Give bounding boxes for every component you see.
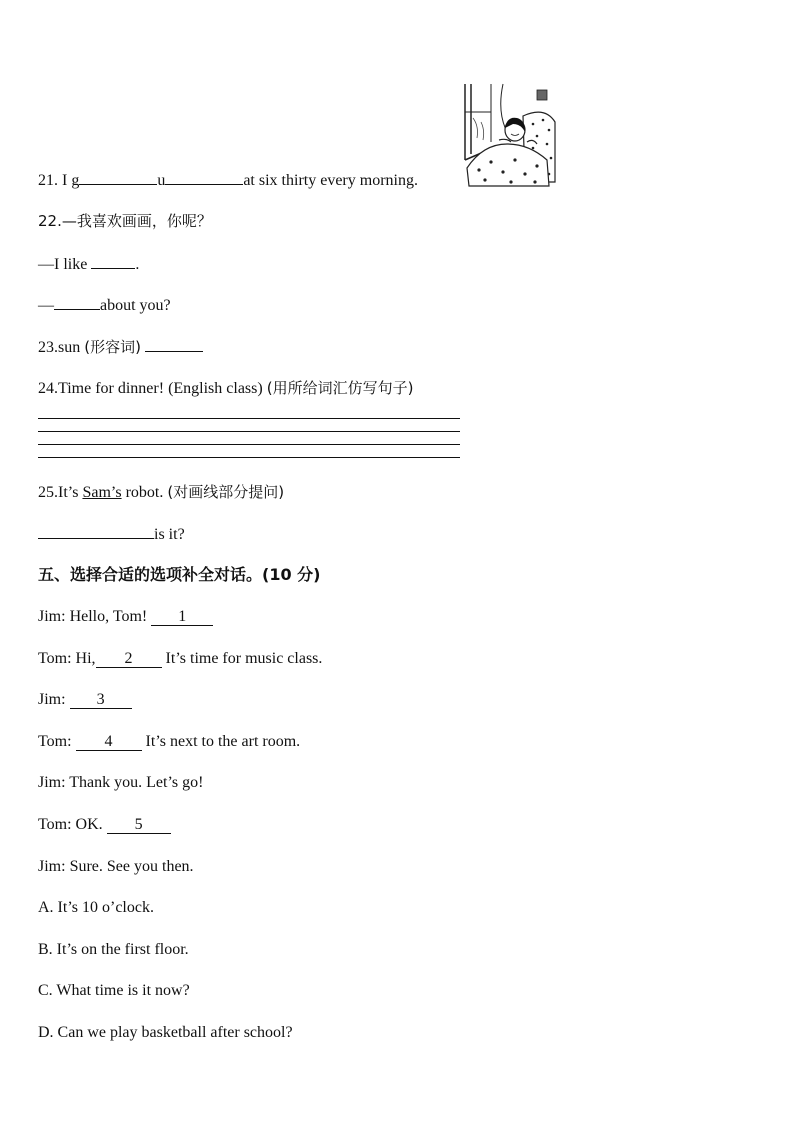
writing-line: [38, 432, 460, 445]
q22-line2-a: —: [38, 297, 54, 314]
section-5-heading: 五、选择合适的选项补全对话。(10 分): [38, 565, 321, 584]
q22-blank-1[interactable]: [91, 254, 135, 269]
question-22-prompt: [38, 211, 212, 232]
dialogue-speaker-text: Jim: Hello, Tom!: [38, 608, 148, 625]
q22-line2-b: about you?: [100, 297, 171, 314]
option-b: [38, 940, 189, 960]
q21-blank-2[interactable]: [165, 170, 243, 185]
q23-b: (形容词): [84, 338, 141, 356]
q22-line1-a: —I like: [38, 256, 88, 273]
option-d: [38, 1023, 293, 1043]
dialogue-speaker-text: Tom: Hi,: [38, 650, 96, 667]
question-25: [38, 482, 284, 503]
question-22-line-1: [38, 254, 139, 275]
writing-line: [38, 445, 460, 458]
q25-a: 25.It’s: [38, 484, 79, 501]
q25-underlined-word: Sam’s: [82, 484, 122, 501]
section-5-title: [38, 565, 320, 586]
q25-b: robot.: [125, 484, 164, 501]
question-25-line-2: [38, 524, 185, 545]
question-23: [38, 337, 203, 358]
option-text: D. Can we play basketball after school?: [38, 1024, 293, 1041]
girl-waking-up-illustration: [463, 82, 559, 188]
option-text: A. It’s 10 o’clock.: [38, 899, 154, 916]
dialogue-blank-4[interactable]: 4: [76, 734, 142, 751]
dialogue-blank-1[interactable]: 1: [151, 609, 213, 626]
dialogue-speaker-text: Tom:: [38, 733, 72, 750]
dialogue-line-6: [38, 815, 171, 835]
q21-text-c: at six thirty every morning.: [243, 172, 418, 189]
option-c: [38, 981, 190, 1001]
q21-text-a: I g: [62, 172, 80, 189]
q23-blank[interactable]: [145, 337, 203, 352]
bed-scene-icon: [463, 82, 559, 188]
q24-b: (用所给词汇仿写句子): [266, 379, 414, 397]
dialogue-blank-2[interactable]: 2: [96, 651, 162, 668]
q25-line2: is it?: [154, 526, 185, 543]
dialogue-line-2: [38, 649, 322, 669]
dialogue-line-7: [38, 857, 194, 877]
dialogue-line-3: [38, 690, 132, 710]
q21-number-label: 21.: [38, 172, 62, 189]
dialogue-line-5: [38, 773, 203, 793]
q25-c: (对画线部分提问): [167, 483, 285, 501]
option-text: B. It’s on the first floor.: [38, 941, 189, 958]
option-text: C. What time is it now?: [38, 982, 190, 999]
q21-text-b: u: [157, 172, 166, 189]
dialogue-blank-5[interactable]: 5: [107, 817, 171, 834]
option-a: [38, 898, 154, 918]
dialogue-speaker-text: Tom: OK.: [38, 816, 103, 833]
dialogue-after-text: It’s next to the art room.: [145, 733, 301, 750]
q21-blank-1[interactable]: [79, 170, 157, 185]
dialogue-speaker-text: Jim: Sure. See you then.: [38, 858, 194, 875]
q22-prompt: 22.—我喜欢画画，你呢？: [38, 212, 212, 230]
q22-line1-b: .: [135, 256, 140, 273]
dialogue-speaker-text: Jim:: [38, 691, 66, 708]
question-24: [38, 378, 413, 399]
dialogue-line-1: [38, 607, 213, 627]
question-21: [38, 170, 418, 191]
q23-a: 23.sun: [38, 339, 81, 356]
q24-a: 24.Time for dinner! (English class): [38, 380, 263, 397]
writing-line: [38, 419, 460, 432]
q24-writing-area[interactable]: [38, 418, 460, 458]
dialogue-speaker-text: Jim: Thank you. Let’s go!: [38, 774, 204, 791]
dialogue-after-text: It’s time for music class.: [165, 650, 323, 667]
q22-blank-2[interactable]: [54, 295, 100, 310]
question-22-line-2: [38, 295, 171, 316]
dialogue-line-4: [38, 732, 300, 752]
dialogue-blank-3[interactable]: 3: [70, 692, 132, 709]
q25-blank[interactable]: [38, 524, 154, 539]
